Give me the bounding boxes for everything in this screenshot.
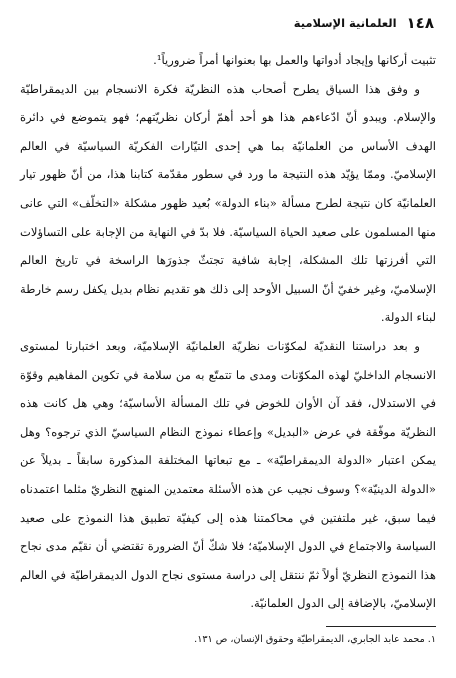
paragraph: و بعد دراستنا النقديّة لمكوّنات نظريّة العلمانيّة الإسلاميّة، وبعد اختبارنا لمستوى الانسجام الداخليّ لهذه المكوّنات ومدى ما تتمتّع به من سلامة في تكوين المفاهيم وقوّة في الاستدلال، فقد آن الأوان للخوض في تلك المسألة الأساسيّة؛ وهي هل كانت هذه النظريّة موفّقة في عرض «البديل» وإعطاء نموذج النظام السياسيّ الذي ترجوه؟ وهل يمكن اعتبار «الدولة الديمقراطيّة» ـ مع تبعاتها المختلفة المذكورة سابقاً ـ بديلاً عن «الدولة الدينيّة»؟ وسوف نجيب عن هذه الأسئلة معتمدين المنهج النظريّ مثلما اعتمدناه فيما سبق، غير ملتفتين في محاكمتنا هذه إلى كيفيّة تطبيق هذا النموذج على صعيد السياسة والاجتماع في الدول الإسلاميّة؛ فلا شكّ أنّ الضرورة تقتضي أن نقيّم مدى نجاح هذا النموذج النظريّ أولاً ثمّ ننتقل إلى دراسة مستوى نجاح الدول الديمقراطيّة في العالم الإسلاميّ، بالإضافة إلى الدول العلمانيّة. [20,338,436,611]
running-title: العلمانية الإسلامية [293,16,397,30]
page-number: ١٤٨ [406,14,434,32]
paragraph: و وفق هذا السياق يطرح أصحاب هذه النظريّة فكرة الانسجام بين الديمقراطيّة والإسلام. ويبدو أنّ ادّعاءهم هذا هو أحد أهمّ أركان نظريّتهم؛ فهو يتموضع في دائرة الهدف الأساس من العلمانيّة بما هي إحدى التيّارات الفكريّة السياسيّة في العالم الإسلاميّ. وممّا يؤيّد هذه النتيجة ما ورد في سطور مقدّمة كتابنا هذا، من أنّ ظهور تيار العلمانيّة كان نتيجة لطرح مسألة «بناء الدولة» بُعيد ظهور مشكلة «التخلّف» التي عانى منها المسلمون على صعيد الحياة السياسيّة. فلا بدّ في النهاية من الإجابة على التساؤلات التي أفرزتها تلك المشكلة، إجابة شافية تجتثّ جذورَها الراسخة في تاريخ العالم الإسلاميّ، وغير خفيّ أنّ السبيل الأوحد إلى ذلك هو تقديم نظام بديل يكفل رسم خارطة لبناء الدولة. [20,81,436,325]
running-header [22,12,434,34]
footnote: ١. محمد عابد الجابري، الديمقراطيّة وحقوق الإنسان، ص ١٣١. [194,634,436,645]
footnote-divider [326,626,436,627]
body-text [20,46,436,618]
paragraph-continuation: تثبيت أركانها وإيجاد أدواتها والعمل بها بعنوانها أمراً ضرورياً¹. [153,53,436,67]
